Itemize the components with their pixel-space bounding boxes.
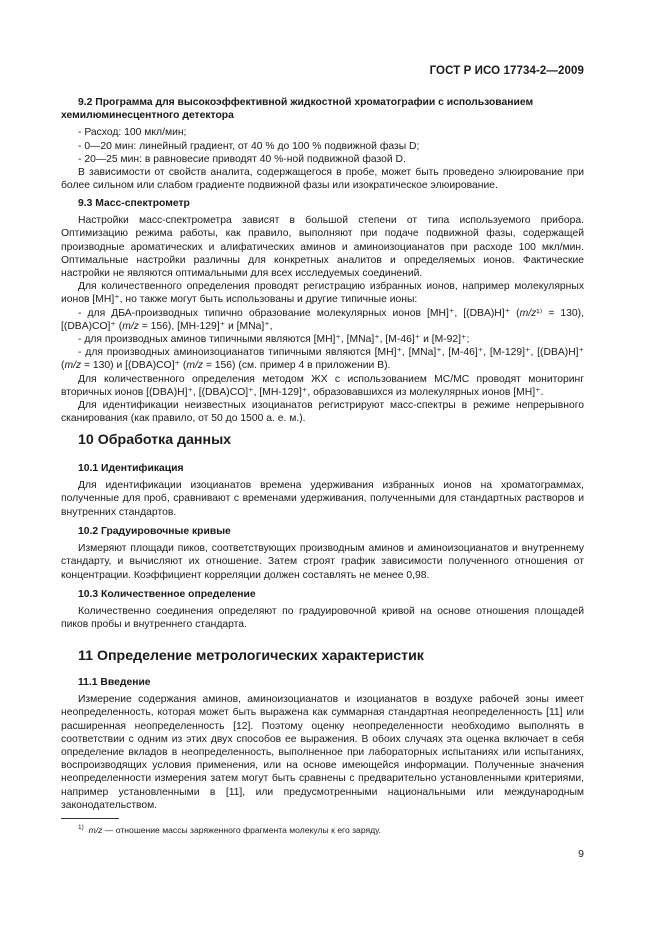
paragraph: Измерение содержания аминов, аминоизоцианатов и изоцианатов в воздухе рабочей зоны имеет неопределенность, которая может быть выражена как суммарная стандартная неопределенность [11] или расширенная неопределенность [12]. Поэтому оценку неопределенности необходимо выполнять в соответствии с одним из этих двух способов ее выражения. В обоих случаях эта оценка включает в себя определение вкладов в неопределенность, выполненное при лабораторных испытаниях или испытаниях, воспроизводящих условия применения, или на основе имеющейся информации. Полученные значения неопределенности измерения затем могут быть сравнены с предварительно установленными критериями, например установленными в [11], или предусмотренными национальными или международным законодательством. bbox=[61, 694, 584, 811]
section-9-3-title: 9.3 Масс-спектрометр bbox=[78, 198, 190, 209]
section-10-1-title: 10.1 Идентификация bbox=[78, 463, 184, 474]
footnote bbox=[78, 825, 381, 836]
list-item: - для производных аминов типичными являются [MH]⁺, [MNa]⁺, [M-46]⁺ и [M-92]⁺; bbox=[78, 334, 470, 346]
list-item: - Расход: 100 мкл/мин; bbox=[78, 127, 187, 139]
text-run: = 156) (см. пример 4 в приложении В). bbox=[203, 360, 391, 372]
paragraph: Количественно соединения определяют по градуировочной кривой на основе отношения площадей пиков пробы и внутреннего стандарта. bbox=[61, 606, 584, 631]
text-run: - для производных аминоизоцианатов типичными являются [MH]⁺, [MNa]⁺, [M-46]⁺, [M-129]⁺, [(DBA)H]⁺ ( bbox=[61, 347, 584, 372]
section-10 bbox=[61, 432, 584, 449]
section-10-2 bbox=[61, 525, 584, 582]
section-11-1-title: 11.1 Введение bbox=[78, 677, 151, 688]
list-item: - 0—20 мин: линейный градиент, от 40 % до 100 % подвижной фазы D; bbox=[78, 140, 420, 152]
section-9-3 bbox=[61, 197, 584, 425]
section-11-title: 11 Определение метрологических характеристик bbox=[78, 648, 424, 664]
paragraph: Для идентификации неизвестных изоцианатов регистрируют масс-спектры в режиме непрерывного сканирования (как правило, от 50 до 1500 а. е. м.). bbox=[61, 400, 584, 425]
text-run-italic: m/z bbox=[122, 320, 139, 332]
list-item: - 20—25 мин: в равновесие приводят 40 %-ной подвижной фазой D. bbox=[78, 153, 406, 165]
paragraph: Измеряют площади пиков, соответствующих производным аминов и аминоизоцианатов и внутреннему стандарту, и вычисляют их отношение. Затем строят график зависимости полученного отношения от концентрации. Коэффициент корреляции должен составлять не менее 0,98. bbox=[61, 543, 584, 581]
section-10-1 bbox=[61, 462, 584, 519]
section-11 bbox=[61, 648, 584, 665]
paragraph: В зависимости от свойств аналита, содержащегося в пробе, может быть проведено элюирование при более сильном или слабом градиенте подвижной фазы или изократическое элюирование. bbox=[61, 167, 584, 192]
section-10-title: 10 Обработка данных bbox=[78, 432, 232, 448]
list-item bbox=[61, 307, 584, 333]
paragraph: Настройки масс-спектрометра зависят в большой степени от типа используемого прибора. Оптимизацию режима работы, как правило, выполняют при подаче подвижной фазы, содержащей производные ароматических и алифатических аминов и аминоизоцианатов при расходе 100 мкл/мин. Оптимальные настройки различны для конкретных аналитов и определяемых ионов. Фактические настройки не являются оптимальными для всех исследуемых соединений. bbox=[61, 215, 584, 280]
text-run-italic: m/z bbox=[186, 360, 204, 372]
text-run: ¹⁾ = 130), [(DBA)CO]⁺ ( bbox=[61, 307, 584, 332]
text-run: - для ДБА-производных типично образование молекулярных ионов [MH]⁺, [(DBA)H]⁺ ( bbox=[78, 307, 520, 319]
list-item bbox=[61, 346, 584, 372]
section-9-2 bbox=[61, 96, 584, 192]
page-number: 9 bbox=[578, 848, 584, 860]
text-run: = 156), [MH-129]⁺ и [MNa]⁺, bbox=[138, 320, 273, 332]
section-11-1 bbox=[61, 676, 584, 812]
paragraph: Для количественного определения проводят регистрацию избранных ионов, например молекулярных ионов [MH]⁺, но также могут быть использованы и другие типичные ионы: bbox=[61, 281, 584, 306]
footnote-marker: 1) bbox=[78, 824, 84, 832]
footnote-divider bbox=[61, 818, 119, 819]
paragraph: Для идентификации изоцианатов времена удерживания избранных ионов на хроматограммах, полученные для проб, сравнивают с временами удерживания, полученными для стандартных растворов и внутренних стандартов. bbox=[61, 480, 584, 518]
text-run-italic: m/z bbox=[64, 360, 82, 372]
section-10-2-title: 10.2 Градуировочные кривые bbox=[78, 526, 231, 537]
paragraph: Для количественного определения методом ЖХ с использованием МС/МС проводят мониторинг вторичных ионов [(DBA)H]⁺, [(DBA)CO]⁺, [MH-129]⁺, образовавшихся из молекулярных ионов [MH]⁺. bbox=[61, 373, 584, 398]
text-run-italic: m/z bbox=[519, 307, 537, 319]
footnote-term: m/z bbox=[88, 825, 103, 835]
section-10-3 bbox=[61, 588, 584, 632]
footnote-text: — отношение массы заряженного фрагмента молекулы к его заряду. bbox=[102, 825, 382, 835]
document-header: ГОСТ Р ИСО 17734-2—2009 bbox=[429, 65, 584, 77]
section-9-2-title: 9.2 Программа для высокоэффективной жидкостной хроматографии с использованием хемилюминесцентного детектора bbox=[61, 97, 534, 122]
text-run: = 130) и [(DBA)CO]⁺ ( bbox=[81, 360, 187, 372]
section-10-3-title: 10.3 Количественное определение bbox=[78, 589, 256, 600]
